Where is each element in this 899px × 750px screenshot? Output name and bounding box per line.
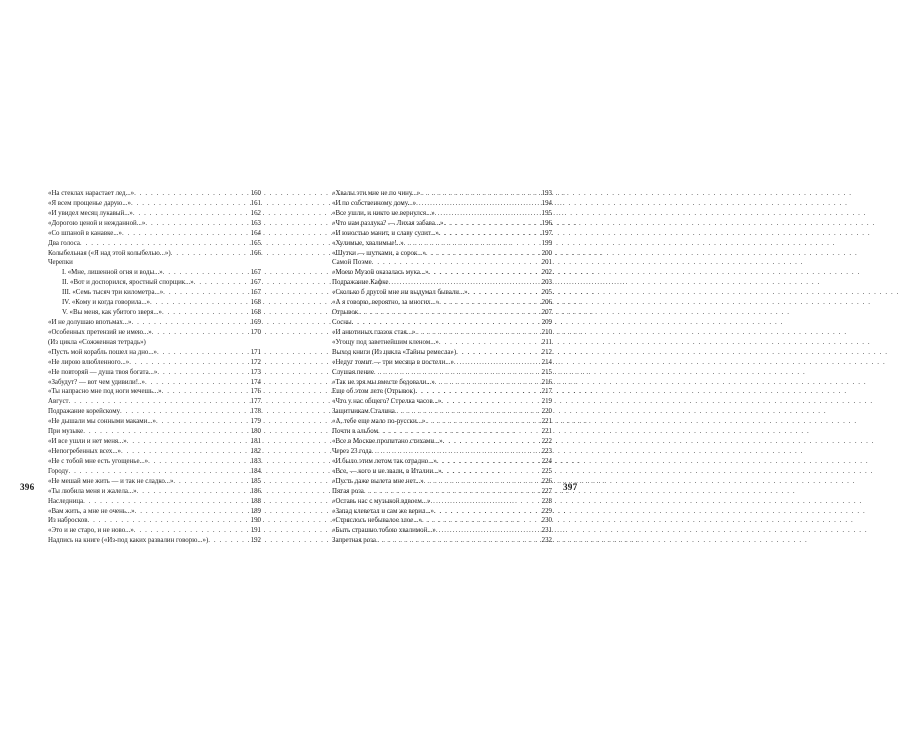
toc-entry <box>48 258 261 268</box>
toc-entry <box>48 348 261 358</box>
toc-entry-page: 194 <box>541 199 552 207</box>
dot-leader <box>133 209 250 219</box>
dot-leader <box>444 219 541 229</box>
toc-entry-page: 203 <box>541 279 552 287</box>
dot-leader <box>173 477 249 487</box>
toc-entry-title: Черепки <box>48 259 73 267</box>
toc-entry <box>332 249 552 259</box>
toc-entry-page: 171 <box>250 348 261 356</box>
toc-entry-page: 212 <box>541 348 552 356</box>
toc-entry-title: «И анютиных глазок стая...» <box>332 328 416 336</box>
toc-entry-page: 165 <box>250 239 261 247</box>
toc-entry-page: 228 <box>541 497 552 505</box>
dot-leader <box>122 229 250 239</box>
toc-entry-title: Колыбельная («Я над этой колыбелью...») <box>48 249 171 257</box>
toc-entry <box>332 328 552 338</box>
toc-entry <box>332 288 552 298</box>
dot-leader <box>435 209 541 219</box>
toc-entry <box>332 199 552 209</box>
dot-leader <box>156 417 250 427</box>
toc-entry <box>332 407 552 417</box>
toc-entry <box>332 397 552 407</box>
dot-leader <box>148 457 250 467</box>
toc-entry-title: «Не мешай мне жить — и так не сладко...» <box>48 477 174 485</box>
toc-entry-title: «Я всем прощенье дарую...» <box>48 199 131 207</box>
dot-leader <box>88 516 250 526</box>
dot-leader <box>68 467 249 477</box>
toc-entry-page: 161 <box>250 199 261 207</box>
toc-entry <box>48 387 261 397</box>
toc-entry-page: 219 <box>541 398 552 406</box>
toc-entry <box>48 447 261 457</box>
toc-entry-page: 226 <box>541 477 552 485</box>
toc-entry-title: «Дорогою ценой и нежданной...» <box>48 219 146 227</box>
toc-entry <box>332 387 552 397</box>
toc-entry-page: 172 <box>250 358 261 366</box>
dot-leader <box>439 298 540 308</box>
toc-entry <box>332 368 552 378</box>
toc-entry-page: 200 <box>541 249 552 257</box>
toc-entry-title: «На стеклах нарастает лед...» <box>48 190 135 197</box>
toc-entry-title: «Не повторяй — душа твоя богата...» <box>48 368 158 376</box>
toc-entry <box>332 358 552 368</box>
toc-entry <box>48 507 261 517</box>
toc-entry <box>48 417 261 427</box>
toc-entry <box>48 358 261 368</box>
dot-leader <box>442 467 541 477</box>
toc-entry-page: 231 <box>541 527 552 535</box>
page-number-right: 397 <box>563 482 578 492</box>
toc-entry <box>48 427 261 437</box>
toc-entry-page: 164 <box>250 229 261 237</box>
toc-entry-page: 160 <box>250 190 261 197</box>
dot-leader <box>131 318 249 328</box>
toc-entry <box>332 507 552 517</box>
toc-entry-page: 195 <box>541 209 552 217</box>
toc-entry-page: 206 <box>541 299 552 307</box>
toc-entry-title: «И увидел месяц лукавый...» <box>48 209 133 217</box>
toc-entry-title: Из набросков <box>48 517 88 525</box>
dot-leader <box>69 397 250 407</box>
toc-entry-page: 227 <box>541 487 552 495</box>
toc-entry-title: «Моею Музой оказалась мука...» <box>332 269 429 277</box>
toc-entry-title: III. «Семь тысяч три километра...» <box>62 289 164 297</box>
toc-entry-page: 229 <box>541 507 552 515</box>
toc-entry <box>332 298 552 308</box>
toc-entry-title: Запретная роза <box>332 537 376 545</box>
dot-leader <box>429 268 541 278</box>
dot-leader <box>145 378 250 388</box>
toc-entry <box>48 487 261 497</box>
toc-entry <box>332 308 552 318</box>
toc-entry-page: 217 <box>541 388 552 396</box>
dot-leader <box>426 249 541 259</box>
toc-entry <box>48 497 261 507</box>
toc-entry-page: 209 <box>541 318 552 326</box>
toc-entry <box>332 487 552 497</box>
toc-entry-title: «Стряслось небывалое злое...» <box>332 517 422 525</box>
toc-entry <box>332 526 552 536</box>
toc-entry <box>48 516 261 526</box>
dot-leader <box>150 298 250 308</box>
toc-entry-page: 214 <box>541 358 552 366</box>
toc-entry-title: «Забудут? — вот чем удивили!..» <box>48 378 145 386</box>
toc-entry-page: 167 <box>250 289 261 297</box>
toc-entry <box>48 368 261 378</box>
toc-entry <box>48 199 261 209</box>
toc-entry-title: «Не дышали мы сонными маками...» <box>48 418 156 426</box>
toc-entry-title: «А, тебе еще мало по-русски...» <box>332 418 426 426</box>
dot-leader <box>358 308 541 318</box>
toc-entry-page: 188 <box>250 497 261 505</box>
dot-leader <box>157 348 250 358</box>
toc-entry-title: «Быть страшно тобою хвалимой...» <box>332 527 436 535</box>
toc-entry <box>48 467 261 477</box>
toc-entry <box>332 497 552 507</box>
toc-entry-title: «Не лирою влюбленного...» <box>48 358 130 366</box>
toc-entry <box>48 239 261 249</box>
toc-entry-page: 178 <box>250 408 261 416</box>
toc-entry <box>332 278 552 288</box>
toc-entry-title: «Непогребенных всех...» <box>48 447 121 455</box>
toc-entry <box>332 348 552 358</box>
toc-entry-title: «И по собственному дому...» <box>332 199 417 207</box>
toc-entry-page: 202 <box>541 269 552 277</box>
toc-entry-page: 230 <box>541 517 552 525</box>
toc-entry-title: «Все ушли, и никто не вернулся...» <box>332 209 435 217</box>
toc-entry <box>332 467 552 477</box>
toc-entry <box>48 328 261 338</box>
toc-entry <box>48 189 261 199</box>
toc-entry-title: Отрывок <box>332 309 359 317</box>
toc-entry <box>48 209 261 219</box>
dot-leader <box>404 239 541 249</box>
toc-entry <box>332 318 552 328</box>
toc-entry-page: 167 <box>250 279 261 287</box>
toc-entry-title: «Пусть даже вылета мне нет...» <box>332 477 424 485</box>
toc-entry <box>48 298 261 308</box>
toc-entry <box>48 268 261 278</box>
toc-entry-title: «Ты любила меня и жалела...» <box>48 487 137 495</box>
dot-leader <box>163 268 250 278</box>
toc-entry <box>332 338 552 348</box>
toc-entry <box>48 318 261 328</box>
dot-leader <box>208 536 249 546</box>
toc-entry <box>332 536 552 546</box>
toc-entry-title: «Оставь нас с музыкой вдвоем...» <box>332 497 431 505</box>
toc-entry <box>48 338 261 348</box>
toc-entry-title: «Это и не старо, и не ново...» <box>48 527 134 535</box>
dot-leader <box>364 487 541 497</box>
toc-entry-title: «Все, — кого и не звали, в Италии...» <box>332 467 442 475</box>
dot-leader <box>135 507 250 517</box>
toc-entry <box>48 219 261 229</box>
toc-entry-page: 193 <box>541 190 552 197</box>
toc-column-left <box>48 189 261 546</box>
toc-entry-page: 163 <box>250 219 261 227</box>
toc-entry-page: 189 <box>250 507 261 515</box>
toc-entry-title: «А я говорю, вероятно, за многих...» <box>332 299 440 307</box>
toc-entry-title: «Особенных претензий не имею...» <box>48 328 152 336</box>
toc-entry-title: Наследница <box>48 497 84 505</box>
dot-leader <box>434 507 541 517</box>
toc-entry-page: 177 <box>250 398 261 406</box>
toc-entry-title: «Хвалы эти мне не по чину...» <box>332 190 421 197</box>
toc-entry-page: 205 <box>541 289 552 297</box>
dot-leader <box>121 447 250 457</box>
toc-entry <box>332 219 552 229</box>
dot-leader <box>378 427 541 437</box>
toc-entry-title: Самой Поэме <box>332 259 372 267</box>
dot-leader <box>425 417 540 427</box>
toc-entry-title: I. «Мне, лишенной огня и воды...» <box>62 269 163 277</box>
toc-entry-title: Подражание корейскому <box>48 408 121 416</box>
toc-entry-page: 232 <box>541 537 552 545</box>
toc-entry-page: 184 <box>250 467 261 475</box>
toc-entry-page: 199 <box>541 239 552 247</box>
dot-leader <box>443 437 541 447</box>
toc-entry-title: «Что нам разлука? — Лихая забава...» <box>332 219 444 227</box>
toc-entry-title: «И было этим летом так отрадно...» <box>332 457 437 465</box>
dot-leader <box>83 497 250 507</box>
toc-entry-page: 168 <box>250 299 261 307</box>
toc-entry-page: 180 <box>250 428 261 436</box>
toc-entry <box>48 308 261 318</box>
toc-entry-page: 190 <box>250 517 261 525</box>
dot-leader <box>83 427 249 437</box>
toc-entry-title: Слушая пение <box>332 368 374 376</box>
toc-entry-title: Выход книги (Из цикла «Тайны ремесла») <box>332 348 457 356</box>
dot-leader <box>436 526 541 536</box>
toc-entry-page: 173 <box>250 368 261 376</box>
toc-entry-title: «Недуг томит — три месяца в постели...» <box>332 358 454 366</box>
dot-leader <box>163 288 249 298</box>
toc-entry-title: Городу <box>48 467 69 475</box>
dot-leader <box>127 437 250 447</box>
dot-leader <box>439 338 541 348</box>
toc-entry-title: «Со шпаной в канавке...» <box>48 229 122 237</box>
toc-entry-title: «Все в Москве пропитано стихами...» <box>332 438 443 446</box>
dot-leader <box>80 239 250 249</box>
dot-leader <box>420 189 540 199</box>
toc-entry-page: 225 <box>541 467 552 475</box>
toc-entry <box>48 397 261 407</box>
toc-entry <box>332 457 552 467</box>
dot-leader <box>422 516 541 526</box>
dot-leader <box>171 249 250 259</box>
toc-entry-page: 210 <box>541 328 552 336</box>
toc-entry-page: 197 <box>541 229 552 237</box>
toc-entry <box>48 526 261 536</box>
dot-leader <box>424 477 541 487</box>
dot-leader <box>430 497 540 507</box>
dot-leader <box>395 407 541 417</box>
toc-entry-page: 186 <box>250 487 261 495</box>
dot-leader <box>129 358 249 368</box>
toc-entry-title: Защитникам Сталина <box>332 408 395 416</box>
toc-entry-page: 221 <box>541 428 552 436</box>
toc-entry-page: 223 <box>541 447 552 455</box>
toc-entry-page: 181 <box>250 438 261 446</box>
toc-entry-page: 196 <box>541 219 552 227</box>
toc-entry-page: 216 <box>541 378 552 386</box>
dot-leader <box>157 368 249 378</box>
toc-entry-title: Сосны <box>332 318 352 326</box>
toc-entry <box>332 417 552 427</box>
toc-entry-page: 176 <box>250 388 261 396</box>
toc-entry-title: «И все ушли и нет меня...» <box>48 438 127 446</box>
toc-entry-title: «Вам жить, а мне не очень...» <box>48 507 135 515</box>
toc-entry-title: (Из цикла «Сожженная тетрадь») <box>48 338 146 346</box>
toc-entry-page: 220 <box>541 408 552 416</box>
toc-entry-title: Два голоса <box>48 239 80 247</box>
toc-entry-title: V. «Вы меня, как убитого зверя...» <box>62 309 162 317</box>
dot-leader <box>162 308 250 318</box>
toc-entry-title: «Угощу под заветнейшим кленом...» <box>332 338 439 346</box>
toc-entry <box>332 378 552 388</box>
toc-entry-page: 167 <box>250 269 261 277</box>
toc-entry <box>332 516 552 526</box>
toc-entry <box>332 268 552 278</box>
toc-entry-title: Еще об этом лете (Отрывок) <box>332 388 416 396</box>
dot-leader <box>162 387 250 397</box>
toc-entry-title: «И не долушаю впотьмах...» <box>48 318 132 326</box>
toc-entry-title: Через 23 года <box>332 447 372 455</box>
toc-entry-title: «Не с тобой мне есть угощенье...» <box>48 457 149 465</box>
toc-entry-title: «Шутки — шутками, а сорок...» <box>332 249 426 257</box>
toc-entry-title: Надпись на книге («Из-под каких развалин говорю...») <box>48 537 209 545</box>
toc-entry <box>48 536 261 546</box>
dot-leader <box>145 219 249 229</box>
toc-entry-title: Август <box>48 398 69 406</box>
toc-entry <box>48 278 261 288</box>
toc-entry-title: «Сколько б другой мне ни выдумал бывали...» <box>332 289 468 297</box>
dot-leader <box>388 278 540 288</box>
toc-entry-page: 170 <box>250 328 261 336</box>
toc-entry-page: 221 <box>541 418 552 426</box>
toc-entry <box>48 477 261 487</box>
toc-entry-title: Почти в альбом <box>332 428 378 436</box>
toc-entry <box>332 209 552 219</box>
dot-leader <box>435 378 541 388</box>
dot-leader <box>152 328 250 338</box>
toc-entry <box>48 437 261 447</box>
toc-entry <box>48 229 261 239</box>
toc-entry-page: 222 <box>541 438 552 446</box>
toc-entry <box>48 249 261 259</box>
toc-entry <box>332 477 552 487</box>
toc-entry-title: «Пусть мой корабль пошел на дно...» <box>48 348 157 356</box>
toc-entry-page: 179 <box>250 418 261 426</box>
dot-leader <box>134 526 250 536</box>
toc-entry <box>48 457 261 467</box>
dot-leader <box>441 397 540 407</box>
toc-entry-page: 211 <box>541 338 552 346</box>
toc-entry <box>332 229 552 239</box>
toc-entry-page: 162 <box>250 209 261 217</box>
toc-entry-title: «Что у нас общего? Стрелка часов...» <box>332 398 442 406</box>
dot-leader <box>372 447 541 457</box>
dot-leader <box>352 318 541 328</box>
toc-column-right <box>332 189 552 546</box>
toc-entry-title: «Хулимые, хвалимые!..» <box>332 239 404 247</box>
dot-leader <box>468 288 541 298</box>
dot-leader <box>137 487 250 497</box>
dot-leader <box>376 536 541 546</box>
toc-entry-page: 183 <box>250 457 261 465</box>
dot-leader <box>134 189 250 199</box>
toc-entry-page: 191 <box>250 527 261 535</box>
toc-entry <box>332 258 552 268</box>
dot-leader <box>456 348 540 358</box>
toc-entry-page: 192 <box>250 537 261 545</box>
page-number-left: 396 <box>20 482 35 492</box>
toc-entry-page: 168 <box>250 309 261 317</box>
toc-entry-title: «Ты напрасно мне под ноги мечешь...» <box>48 388 162 396</box>
toc-entry-page: 166 <box>250 249 261 257</box>
toc-entry <box>332 447 552 457</box>
dot-leader <box>415 387 540 397</box>
toc-entry <box>332 239 552 249</box>
dot-leader <box>194 278 250 288</box>
toc-entry <box>48 288 261 298</box>
dot-leader <box>439 229 541 239</box>
toc-entry <box>332 427 552 437</box>
toc-entry-title: Пятая роза <box>332 487 364 495</box>
toc-entry-page: 174 <box>250 378 261 386</box>
toc-entry-page: 201 <box>541 259 552 267</box>
dot-leader <box>374 368 541 378</box>
toc-entry-page: 207 <box>541 309 552 317</box>
dot-leader <box>437 457 541 467</box>
toc-entry-page: 224 <box>541 457 552 465</box>
toc-entry-title: Подражание Кафке <box>332 279 389 287</box>
dot-leader <box>415 328 540 338</box>
dot-leader <box>131 199 250 209</box>
dot-leader <box>454 358 541 368</box>
toc-entry-title: II. «Вот и доспорился, яростный спорщик...» <box>62 279 194 287</box>
toc-entry <box>332 189 552 199</box>
toc-entry-title: IV. «Кому и когда говорила...» <box>62 299 150 307</box>
toc-entry-page: 169 <box>250 318 261 326</box>
toc-entry-title: При музыке <box>48 428 84 436</box>
dot-leader <box>120 407 250 417</box>
toc-entry <box>332 437 552 447</box>
toc-entry-page: 182 <box>250 447 261 455</box>
toc-entry <box>48 407 261 417</box>
dot-leader <box>372 258 541 268</box>
toc-entry-title: «И юностью манит, и славу сулит...» <box>332 229 439 237</box>
toc-entry-title: «Запад клеветал и сам же верил...» <box>332 507 434 515</box>
dot-leader <box>416 199 541 209</box>
toc-entry-page: 215 <box>541 368 552 376</box>
toc-entry-title: «Так не зря мы вместе бедовали...» <box>332 378 435 386</box>
toc-entry <box>48 378 261 388</box>
toc-entry-page: 185 <box>250 477 261 485</box>
